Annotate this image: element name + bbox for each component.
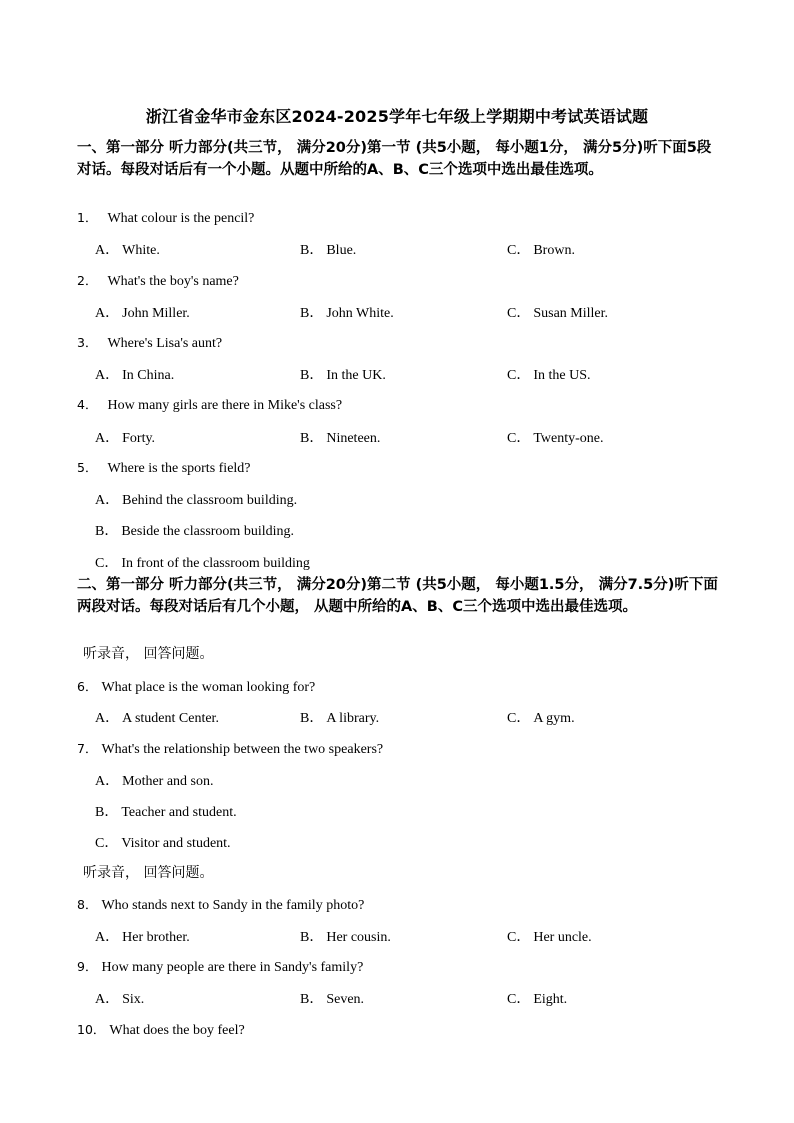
section-heading-2: 二、第一部分 听力部分(共三节， 满分20分)第二节 (共5小题， 每小题1.5分， 满分7.5分)听下面两段对话。每段对话后有几个小题， 从题中所给的A、B、C三个选项中选出最佳选项。	[77, 577, 718, 615]
option-c: C． Eight.	[507, 992, 568, 1007]
page-title: 浙江省金华市金东区2024-2025学年七年级上学期期中考试英语试题	[145, 107, 649, 126]
question-number: 8．	[77, 897, 98, 912]
option-a: A． Forty.	[95, 431, 156, 446]
option-b: B． Beside the classroom building.	[95, 524, 294, 539]
option-a: A． John Miller.	[95, 306, 190, 321]
question-6	[77, 677, 315, 696]
option-c: C． In front of the classroom building	[95, 556, 310, 571]
question-4	[77, 395, 342, 414]
option-c: C． Her uncle.	[507, 930, 592, 945]
question-10	[77, 1020, 245, 1039]
question-text: What does the boy feel?	[109, 1023, 245, 1038]
question-text: What's the relationship between the two speakers?	[101, 742, 384, 757]
option-c: C． In the US.	[507, 368, 591, 383]
option-b: B． Nineteen.	[300, 431, 381, 446]
section-heading-1: 一、第一部分 听力部分(共三节， 满分20分)第一节 (共5小题， 每小题1分， 满分5分)听下面5段对话。每段对话后有一个小题。从题中所给的A、B、C三个选项中选出最佳选项。	[77, 140, 712, 178]
option-a: A． A student Center.	[95, 711, 219, 726]
listening-note: 听录音， 回答问题。	[83, 865, 214, 881]
option-b: B． Teacher and student.	[95, 805, 237, 820]
question-number: 9．	[77, 959, 98, 974]
question-text: What colour is the pencil?	[107, 211, 255, 226]
option-b: B． Blue.	[300, 243, 357, 258]
question-text: What place is the woman looking for?	[101, 680, 316, 695]
option-b: B． John White.	[300, 306, 394, 321]
option-b: B． A library.	[300, 711, 380, 726]
question-number: 4．	[77, 397, 98, 412]
option-c: C． Twenty-one.	[507, 431, 604, 446]
question-1	[77, 208, 254, 227]
option-a: A． Her brother.	[95, 930, 190, 945]
question-number: 5．	[77, 460, 98, 475]
question-text: Where's Lisa's aunt?	[107, 336, 223, 351]
question-2	[77, 271, 239, 290]
question-text: What's the boy's name?	[107, 274, 239, 289]
question-3	[77, 333, 222, 352]
option-a: A． In China.	[95, 368, 175, 383]
question-number: 7．	[77, 741, 98, 756]
option-a: A． Mother and son.	[95, 774, 214, 789]
option-c: C． Susan Miller.	[507, 306, 609, 321]
option-a: A． Six.	[95, 992, 145, 1007]
question-8	[77, 895, 364, 914]
listening-note: 听录音， 回答问题。	[83, 646, 214, 662]
question-7	[77, 739, 383, 758]
question-number: 3．	[77, 335, 98, 350]
option-a: A． Behind the classroom building.	[95, 493, 298, 508]
option-a: A． White.	[95, 243, 160, 258]
question-text: Where is the sports field?	[107, 461, 251, 476]
option-b: B． In the UK.	[300, 368, 386, 383]
option-b: B． Seven.	[300, 992, 365, 1007]
question-9	[77, 957, 363, 976]
option-c: C． Visitor and student.	[95, 836, 231, 851]
option-b: B． Her cousin.	[300, 930, 391, 945]
option-c: C． Brown.	[507, 243, 575, 258]
option-c: C． A gym.	[507, 711, 575, 726]
question-number: 1．	[77, 210, 98, 225]
question-text: How many people are there in Sandy's family?	[101, 960, 364, 975]
question-5	[77, 458, 251, 477]
question-number: 10．	[77, 1022, 106, 1037]
question-text: Who stands next to Sandy in the family photo?	[101, 898, 365, 913]
question-text: How many girls are there in Mike's class?	[107, 398, 343, 413]
question-number: 6．	[77, 679, 98, 694]
question-number: 2．	[77, 273, 98, 288]
